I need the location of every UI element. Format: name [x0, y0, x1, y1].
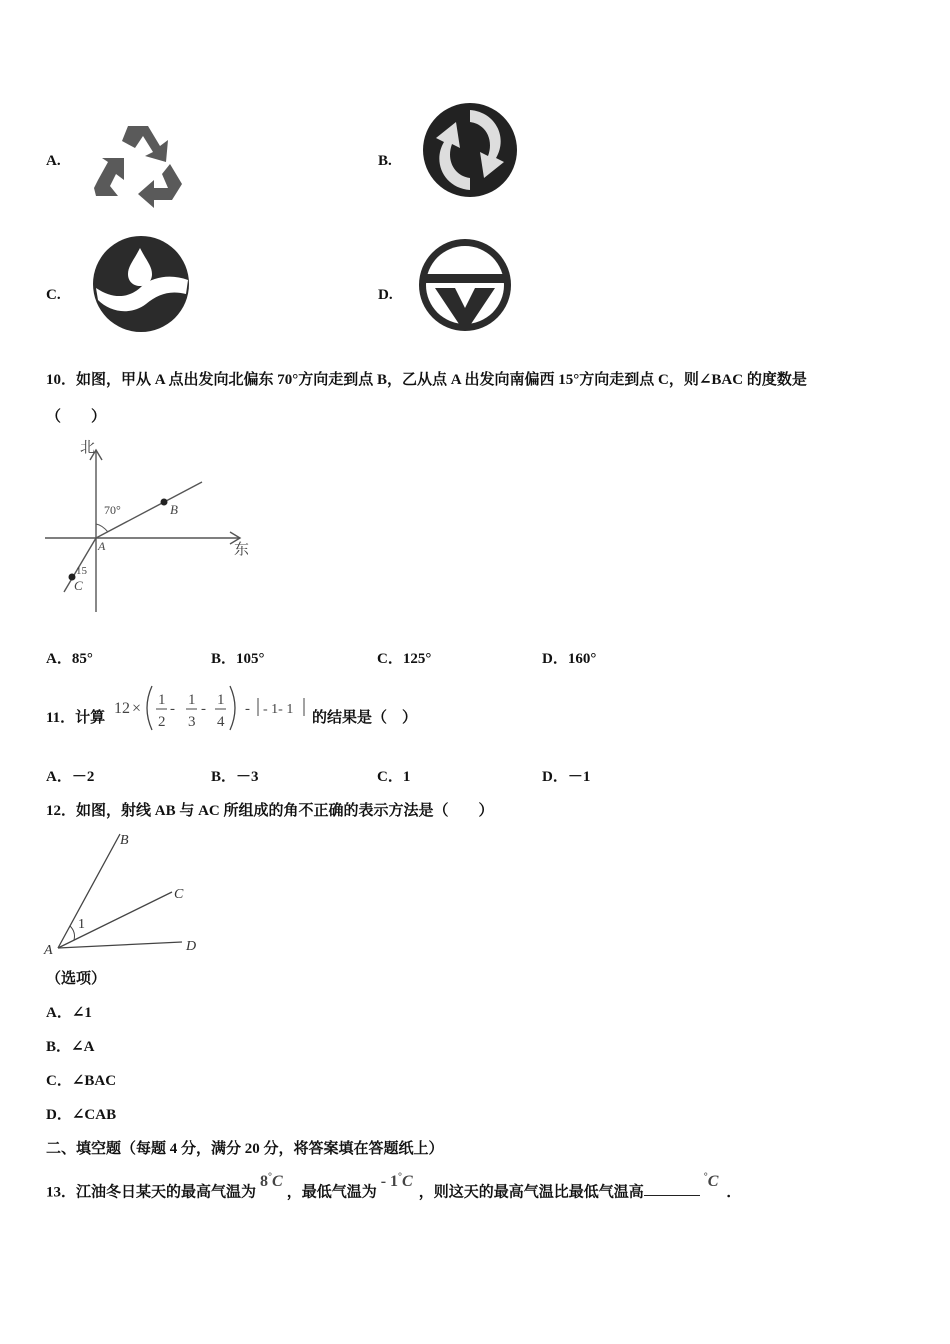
svg-text:3: 3	[188, 714, 196, 730]
svg-text:12: 12	[114, 700, 130, 717]
q10-option-d-value: 160°	[567, 651, 597, 667]
q12-option-d[interactable]	[46, 1105, 116, 1125]
q10-angle-15-label: 15	[76, 565, 87, 577]
q13-part2: ，最低气温为	[286, 1184, 377, 1201]
q10-option-c-label: C．	[377, 651, 403, 667]
q10-north-label: 北	[80, 440, 96, 456]
q13-part1: 13．江油冬日某天的最高气温为	[46, 1184, 257, 1201]
q11-option-b-label: B．	[211, 769, 237, 785]
svg-text:×: ×	[132, 700, 142, 717]
svg-text:-: -	[245, 701, 250, 717]
recycle-triangle-icon	[90, 116, 190, 211]
q12-option-c-value: ∠BAC	[71, 1073, 117, 1089]
q10-option-c-value: 125°	[402, 651, 432, 667]
q12-option-d-label: D．	[46, 1107, 72, 1123]
svg-text:1: 1	[158, 692, 166, 708]
q10-option-d-label: D．	[542, 651, 568, 667]
q10-point-c-label: C	[74, 578, 83, 593]
q13-question	[46, 1172, 742, 1202]
q11-option-c[interactable]	[377, 767, 410, 787]
q12-option-d-value: ∠CAB	[71, 1107, 117, 1123]
q12-point-c-label: C	[174, 887, 184, 902]
q10-point-a-label: A	[98, 539, 106, 553]
q11-prefix: 11．计算	[46, 710, 106, 726]
q11-option-d[interactable]	[542, 767, 590, 787]
q10-answer-paren: （ ）	[46, 409, 107, 425]
q12-choices-header: （选项）	[46, 971, 107, 987]
q13-low-temp: - 1°C	[380, 1172, 413, 1191]
q11-option-d-value: －1	[567, 769, 591, 785]
q12-angle-1-label: 1	[78, 917, 85, 932]
q10-point-b	[161, 499, 168, 506]
green-dot-arrows-icon	[420, 100, 520, 200]
q13-answer-blank[interactable]	[644, 1181, 700, 1196]
svg-text:-: -	[170, 701, 175, 717]
q11-option-b[interactable]	[211, 767, 259, 787]
svg-text:4: 4	[217, 714, 225, 730]
q10-option-b[interactable]	[211, 649, 265, 669]
q10-option-a-value: 85°	[71, 651, 93, 667]
q11-option-a[interactable]	[46, 767, 94, 787]
svg-text:-: -	[201, 701, 206, 717]
q10-option-a-label: A．	[46, 651, 72, 667]
q12-option-b-label: B．	[46, 1039, 72, 1055]
section-fill-in-title: 二、填空题（每题 4 分，满分 20 分，将答案填在答题纸上）	[46, 1141, 444, 1157]
q10-option-c[interactable]	[377, 649, 431, 669]
q12-point-d-label: D	[186, 939, 197, 954]
q10-direction-figure	[40, 432, 270, 617]
water-drop-circle-icon	[90, 234, 192, 334]
q10-option-b-label: B．	[211, 651, 237, 667]
q9-option-c-label: C.	[46, 287, 61, 303]
q10-option-b-value: 105°	[236, 651, 265, 667]
q12-option-b-value: ∠A	[71, 1039, 95, 1055]
q12-option-a-label: A．	[46, 1005, 72, 1021]
q12-option-c[interactable]	[46, 1071, 116, 1091]
q11-option-a-label: A．	[46, 769, 72, 785]
q12-option-a[interactable]	[46, 1003, 92, 1023]
q9-option-b-label: B.	[378, 153, 392, 169]
q12-option-c-label: C．	[46, 1073, 72, 1089]
q11-option-a-value: －2	[71, 769, 95, 785]
q11-option-d-label: D．	[542, 769, 568, 785]
q10-point-b-label: B	[170, 502, 178, 517]
v-emblem-circle-icon	[415, 236, 515, 334]
svg-text:1: 1	[217, 692, 225, 708]
q10-east-label: 东	[234, 542, 250, 558]
q12-option-b[interactable]	[46, 1037, 94, 1057]
q11-option-c-value: 1	[402, 769, 411, 785]
svg-text:- 1- 1: - 1- 1	[263, 702, 294, 717]
q11-math-expression	[112, 682, 312, 734]
q13-unit: °C	[703, 1172, 719, 1191]
q12-question-text: 12．如图，射线 AB 与 AC 所组成的角不正确的表示方法是（ ）	[46, 803, 494, 819]
q13-part3: ，则这天的最高气温比最低气温高	[418, 1184, 644, 1201]
q10-option-d[interactable]	[542, 649, 596, 669]
q11-suffix: 的结果是（ ）	[312, 710, 418, 726]
svg-text:2: 2	[158, 714, 166, 730]
q10-angle-70-label: 70°	[104, 503, 121, 517]
q9-option-a-label: A.	[46, 153, 61, 169]
svg-text:1: 1	[188, 692, 196, 708]
q10-option-a[interactable]	[46, 649, 93, 669]
q12-point-a-label: A	[44, 943, 53, 958]
q13-high-temp: 8°C	[260, 1172, 283, 1191]
q12-point-b-label: B	[120, 833, 129, 848]
q12-option-a-value: ∠1	[71, 1005, 92, 1021]
q9-option-d-label: D.	[378, 287, 393, 303]
q13-part4: ．	[726, 1184, 742, 1201]
q12-rays-figure	[40, 826, 220, 960]
q11-option-c-label: C．	[377, 769, 403, 785]
q11-option-b-value: －3	[236, 769, 259, 785]
q10-question-text: 10．如图，甲从 A 点出发向北偏东 70°方向走到点 B，乙从点 A 出发向南偏西 15°方向走到点 C，则∠BAC 的度数是	[46, 372, 807, 388]
